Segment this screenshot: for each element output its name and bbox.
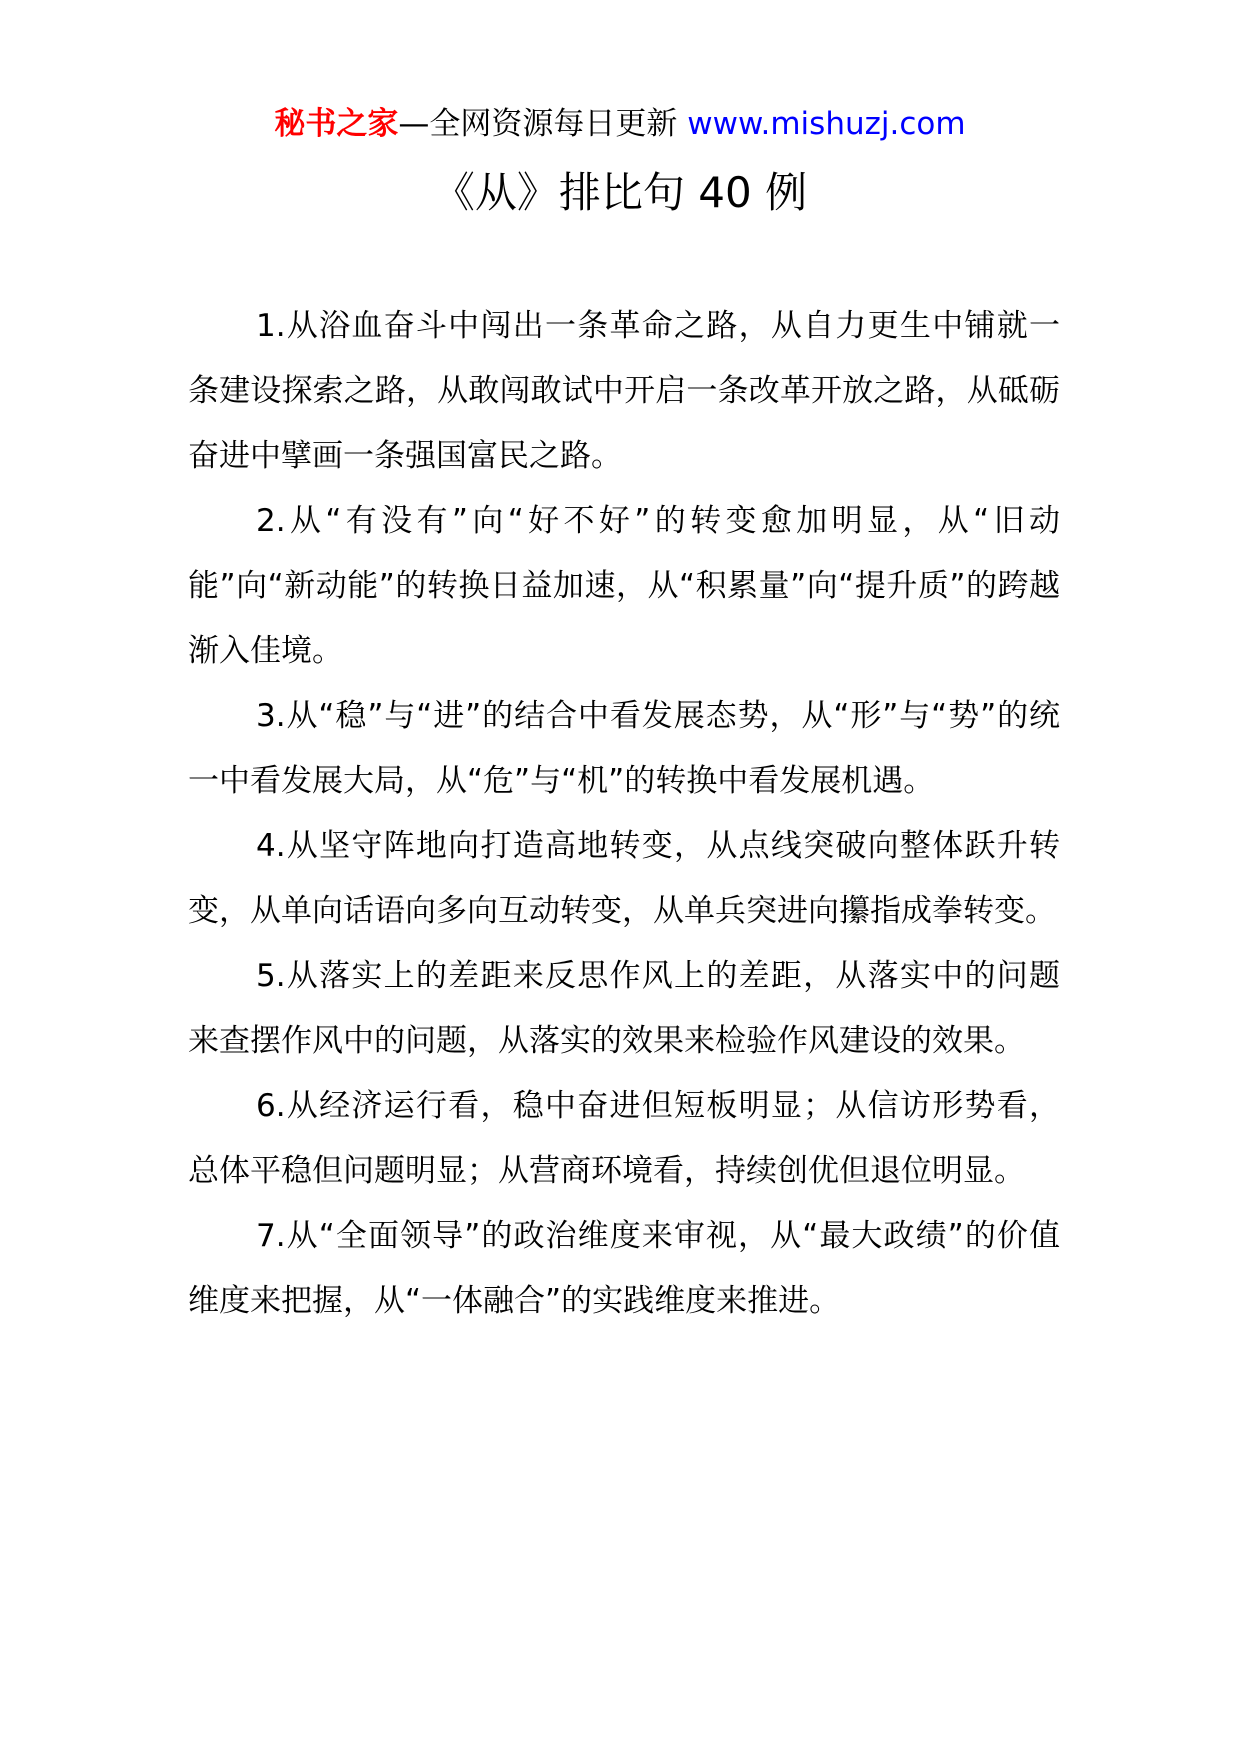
paragraph-6: 6.从经济运行看，稳中奋进但短板明显；从信访形势看，总体平稳但问题明显；从营商环境看，持续创优但退位明显。	[188, 1088, 1060, 1189]
header-tagline: —全网资源每日更新	[398, 106, 688, 142]
paragraph-2: 2.从“有没有”向“好不好”的转变愈加明显，从“旧动能”向“新动能”的转换日益加速，从“积累量”向“提升质”的跨越渐入佳境。	[188, 503, 1060, 669]
site-url-link[interactable]: www.mishuzj.com	[687, 106, 966, 142]
paragraph-4: 4.从坚守阵地向打造高地转变，从点线突破向整体跃升转变，从单向话语向多向互动转变，从单兵突进向攥指成拳转变。	[188, 828, 1060, 929]
paragraph-1: 1.从浴血奋斗中闯出一条革命之路，从自力更生中铺就一条建设探索之路，从敢闯敢试中开启一条改革开放之路，从砥砺奋进中擘画一条强国富民之路。	[188, 308, 1060, 474]
document-title: 《从》排比句 40 例	[432, 168, 808, 217]
site-header	[0, 98, 1240, 150]
paragraph-5: 5.从落实上的差距来反思作风上的差距，从落实中的问题来查摆作风中的问题，从落实的效果来检验作风建设的效果。	[188, 958, 1060, 1059]
paragraph-7: 7.从“全面领导”的政治维度来审视，从“最大政绩”的价值维度来把握，从“一体融合”的实践维度来推进。	[188, 1218, 1060, 1319]
brand-name: 秘书之家	[274, 106, 399, 142]
document-body	[188, 294, 1060, 1334]
paragraph-3: 3.从“稳”与“进”的结合中看发展态势，从“形”与“势”的统一中看发展大局，从“危”与“机”的转换中看发展机遇。	[188, 698, 1060, 799]
